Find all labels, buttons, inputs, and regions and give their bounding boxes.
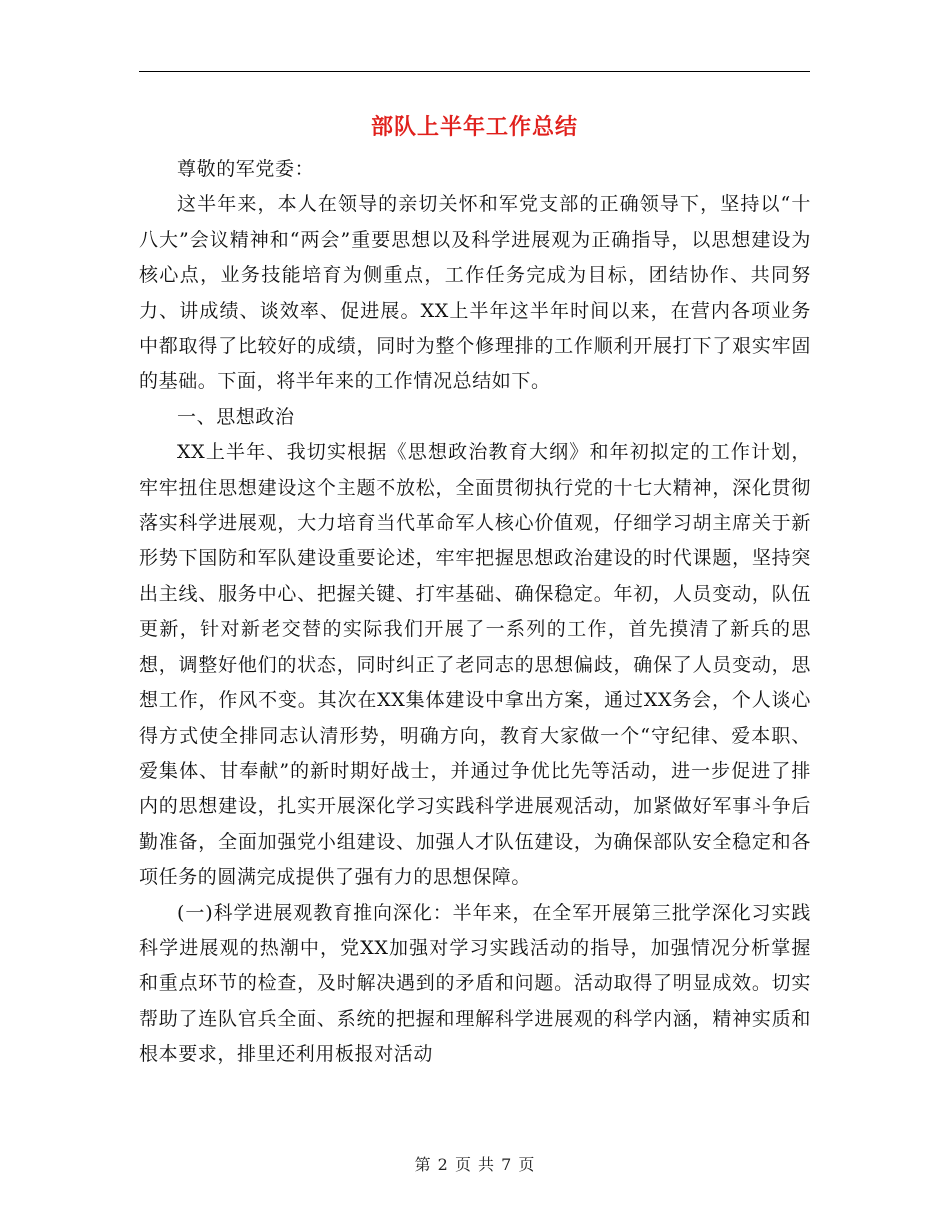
salutation: 尊敬的军党委：: [177, 158, 315, 180]
header-rule: [139, 71, 810, 72]
section-heading: 一、思想政治: [177, 405, 295, 428]
paragraph-political: XX上半年、我切实根据《思想政治教育大纲》和年初拟定的工作计划，牢牢扭住思想建设这个主题不放松，全面贯彻执行党的十七大精神，深化贯彻落实科学进展观，大力培育当代革命军人核心价值观，仔细学习胡主席关于新形势下国防和军队建设重要论述，牢牢把握思想政治建设的时代课题，坚持突出主线、服务中心、把握关键、打牢基础、确保稳定。年初，人员变动，队伍更新，针对新老交替的实际我们开展了一系列的工作，首先摸清了新兵的思想，调整好他们的状态，同时纠正了老同志的思想偏歧，确保了人员变动，思想工作，作风不变。其次在XX集体建设中拿出方案，通过XX务会，个人谈心得方式使全排同志认清形势，明确方向，教育大家做一个“守纪律、爱本职、爱集体、甘奉献”的新时期好战士，并通过争优比先等活动，进一步促进了排内的思想建设，扎实开展深化学习实践科学进展观活动，加紧做好军事斗争后勤准备，全面加强党小组建设、加强人才队伍建设，为确保部队安全稳定和各项任务的圆满完成提供了强有力的思想保障。: [139, 441, 811, 889]
document-body: [139, 152, 811, 1073]
paragraph-subsection-1: (一)科学进展观教育推向深化：半年来，在全军开展第三批学深化习实践科学进展观的热潮中，党XX加强对学习实践活动的指导，加强情况分析掌握和重点环节的检查，及时解决遇到的矛盾和问题。活动取得了明显成效。切实帮助了连队官兵全面、系统的把握和理解科学进展观的科学内涵，精神实质和根本要求，排里还利用板报对活动: [139, 901, 811, 1066]
page-number: 第 2 页 共 7 页: [414, 1155, 536, 1174]
document-title: 部队上半年工作总结: [370, 114, 578, 140]
paragraph-intro: 这半年来，本人在领导的亲切关怀和军党支部的正确领导下，坚持以“十八大”会议精神和“两会”重要思想以及科学进展观为正确指导，以思想建设为核心点，业务技能培育为侧重点，工作任务完成为目标，团结协作、共同努力、讲成绩、谈效率、促进展。XX上半年这半年时间以来，在营内各项业务中都取得了比较好的成绩，同时为整个修理排的工作顺利开展打下了艰实牢固的基础。下面，将半年来的工作情况总结如下。: [139, 193, 811, 393]
